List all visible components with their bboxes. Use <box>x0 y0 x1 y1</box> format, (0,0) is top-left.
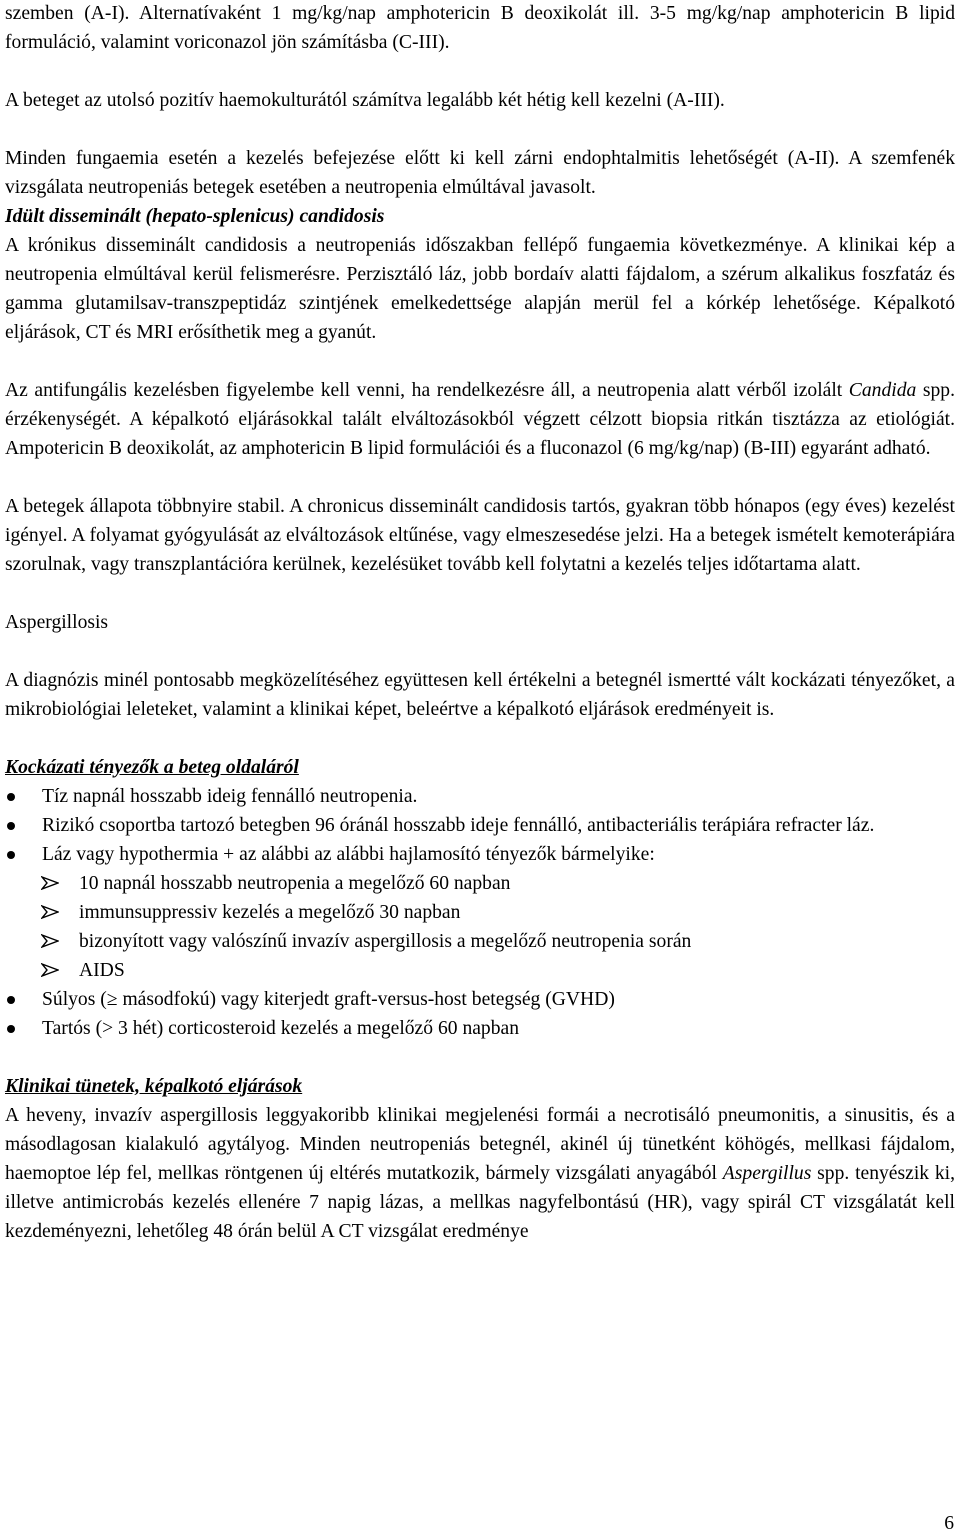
aspergillosis-text-part1: A heveny, invazív aspergillosis leggyakoribb klinikai megjelenési formái a necrotisáló pneumonitis, a sinusitis, és a másodlagosan kialakuló agytályog. Minden neutropeniás betegnél, akinél új tünetként köhögés, mellkasi fájdalom, haemoptoe lép fel, mellkas röntgenen új eltérés mutatkozik, bármely vizsgálati anyagából <box>5 1105 955 1184</box>
risk-factor-item <box>5 782 955 811</box>
page-number: 6 <box>944 1513 954 1534</box>
risk-factor-subitem <box>39 927 955 956</box>
bullet-icon <box>7 793 15 801</box>
risk-factor-item <box>5 811 955 840</box>
risk-factor-subtext: 10 napnál hosszabb neutropenia a megelőző 60 napban <box>79 873 511 894</box>
paragraph-invasive-aspergillosis <box>5 1101 955 1246</box>
risk-factor-subitem <box>39 956 955 985</box>
arrow-right-icon <box>41 934 59 948</box>
risk-factor-subtext: AIDS <box>79 960 125 981</box>
paragraph-treatment-duration: A beteget az utolsó pozitív haemokulturától számítva legalább két hétig kell kezelni (A-III). <box>5 90 725 111</box>
aspergillus-italic: Aspergillus <box>722 1163 812 1184</box>
arrow-right-icon <box>41 905 59 919</box>
risk-factor-sublist <box>42 869 955 985</box>
paragraph-treatment-alternatives: szemben (A-I). Alternatívaként 1 mg/kg/nap amphotericin B deoxikolát ill. 3-5 mg/kg/nap amphotericin B lipid formuláció, valamint voriconazol jön számításba (C-III). <box>5 3 955 53</box>
risk-factor-subtext: immunsuppressiv kezelés a megelőző 30 napban <box>79 902 461 923</box>
arrow-right-icon <box>41 876 59 890</box>
bullet-icon <box>7 851 15 859</box>
paragraph-patient-status: A betegek állapota többnyire stabil. A chronicus disseminált candidosis tartós, gyakran több hónapos (egy éves) kezelést igényel. A folyamat gyógyulását az elváltozások eltűnése, vagy elmeszesedése jelzi. Ha a betegek ismételt kemoterápiára szorulnak, vagy transzplantációra kerülnek, kezelésüket tovább kell folytatni a kezelés teljes időtartama alatt. <box>5 496 955 575</box>
risk-factor-text: Tartós (> 3 hét) corticosteroid kezelés a megelőző 60 napban <box>42 1018 520 1039</box>
risk-factor-list <box>5 782 955 1043</box>
geq-symbol: ≥ <box>106 989 118 1010</box>
risk-factor-item <box>5 840 955 985</box>
risk-factor-text: Rizikó csoportba tartozó betegben 96 óránál hosszabb ideje fennálló, antibacteriális terápiára refracter láz. <box>42 815 875 836</box>
paragraph-antifungal-therapy <box>5 376 955 463</box>
risk-factor-text-pre: Súlyos ( <box>42 989 107 1010</box>
document-page <box>5 0 955 1246</box>
bullet-icon <box>7 822 15 830</box>
risk-factor-subitem <box>39 898 955 927</box>
risk-factor-subtext: bizonyított vagy valószínű invazív aspergillosis a megelőző neutropenia során <box>79 931 692 952</box>
paragraph-diagnosis: A diagnózis minél pontosabb megközelítéséhez együttesen kell értékelni a betegnél ismertté vált kockázati tényezőket, a mikrobiológiai leleteket, valamint a klinikai képet, beleértve a képalkotó eljárások eredményeit is. <box>5 670 955 720</box>
risk-factor-item <box>5 1014 955 1043</box>
antifungal-text-part1: Az antifungális kezelésben figyelembe kell venni, ha rendelkezésre áll, a neutropenia alatt vérből izolált <box>5 380 849 401</box>
risk-factor-item <box>5 985 955 1014</box>
risk-factor-subitem <box>39 869 955 898</box>
bullet-icon <box>7 996 15 1004</box>
aspergillosis-text-part2: spp. tenyészik ki, illetve antimicrobás kezelés ellenére 7 napig lázas, a mellkas nagyfelbontású (HR), vagy spirál CT vizsgálatát kell kezdeményezni, lehetőleg 48 órán belül A CT vizsgálat eredménye <box>5 1163 955 1242</box>
bullet-icon <box>7 1025 15 1033</box>
heading-aspergillosis: Aspergillosis <box>5 612 109 633</box>
heading-chronic-candidosis: Idült disseminált (hepato-splenicus) candidosis <box>5 206 385 227</box>
risk-factor-text: Tíz napnál hosszabb ideig fennálló neutropenia. <box>42 786 418 807</box>
paragraph-endophthalmitis: Minden fungaemia esetén a kezelés befejezése előtt ki kell zárni endophtalmitis lehetőségét (A-II). A szemfenék vizsgálata neutropeniás betegek esetében a neutropenia elmúltával javasolt. <box>5 148 955 198</box>
arrow-right-icon <box>41 963 59 977</box>
risk-factor-text: Láz vagy hypothermia + az alábbi az alábbi hajlamosító tényezők bármelyike: <box>42 844 655 865</box>
heading-risk-factors: Kockázati tényezők a beteg oldaláról <box>5 757 299 778</box>
heading-clinical-symptoms: Klinikai tünetek, képalkotó eljárások <box>5 1076 303 1097</box>
paragraph-chronic-candidosis: A krónikus disseminált candidosis a neutropeniás időszakban fellépő fungaemia következménye. A klinikai kép a neutropenia elmúltával kerül felismerésre. Perzisztáló láz, jobb bordaív alatti fájdalom, a szérum alkalikus foszfatáz és gamma glutamilsav-transzpeptidáz szintjének emelkedettsége alapján merül fel a kórkép lehetősége. Képalkotó eljárások, CT és MRI erősíthetik meg a gyanút. <box>5 235 955 343</box>
antifungal-text-part2: spp. érzékenységét. A képalkotó eljárásokkal talált elváltozásokból végzett célzott biopsia ritkán tisztázza az etiológiát. Ampotericin B deoxikolát, az amphotericin B lipid formulációi és a fluconazol (6 mg/kg/nap) (B-III) egyaránt adható. <box>5 380 955 459</box>
candida-italic: Candida <box>848 380 917 401</box>
risk-factor-text-post: másodfokú) vagy kiterjedt graft-versus-host betegség (GVHD) <box>117 989 615 1010</box>
